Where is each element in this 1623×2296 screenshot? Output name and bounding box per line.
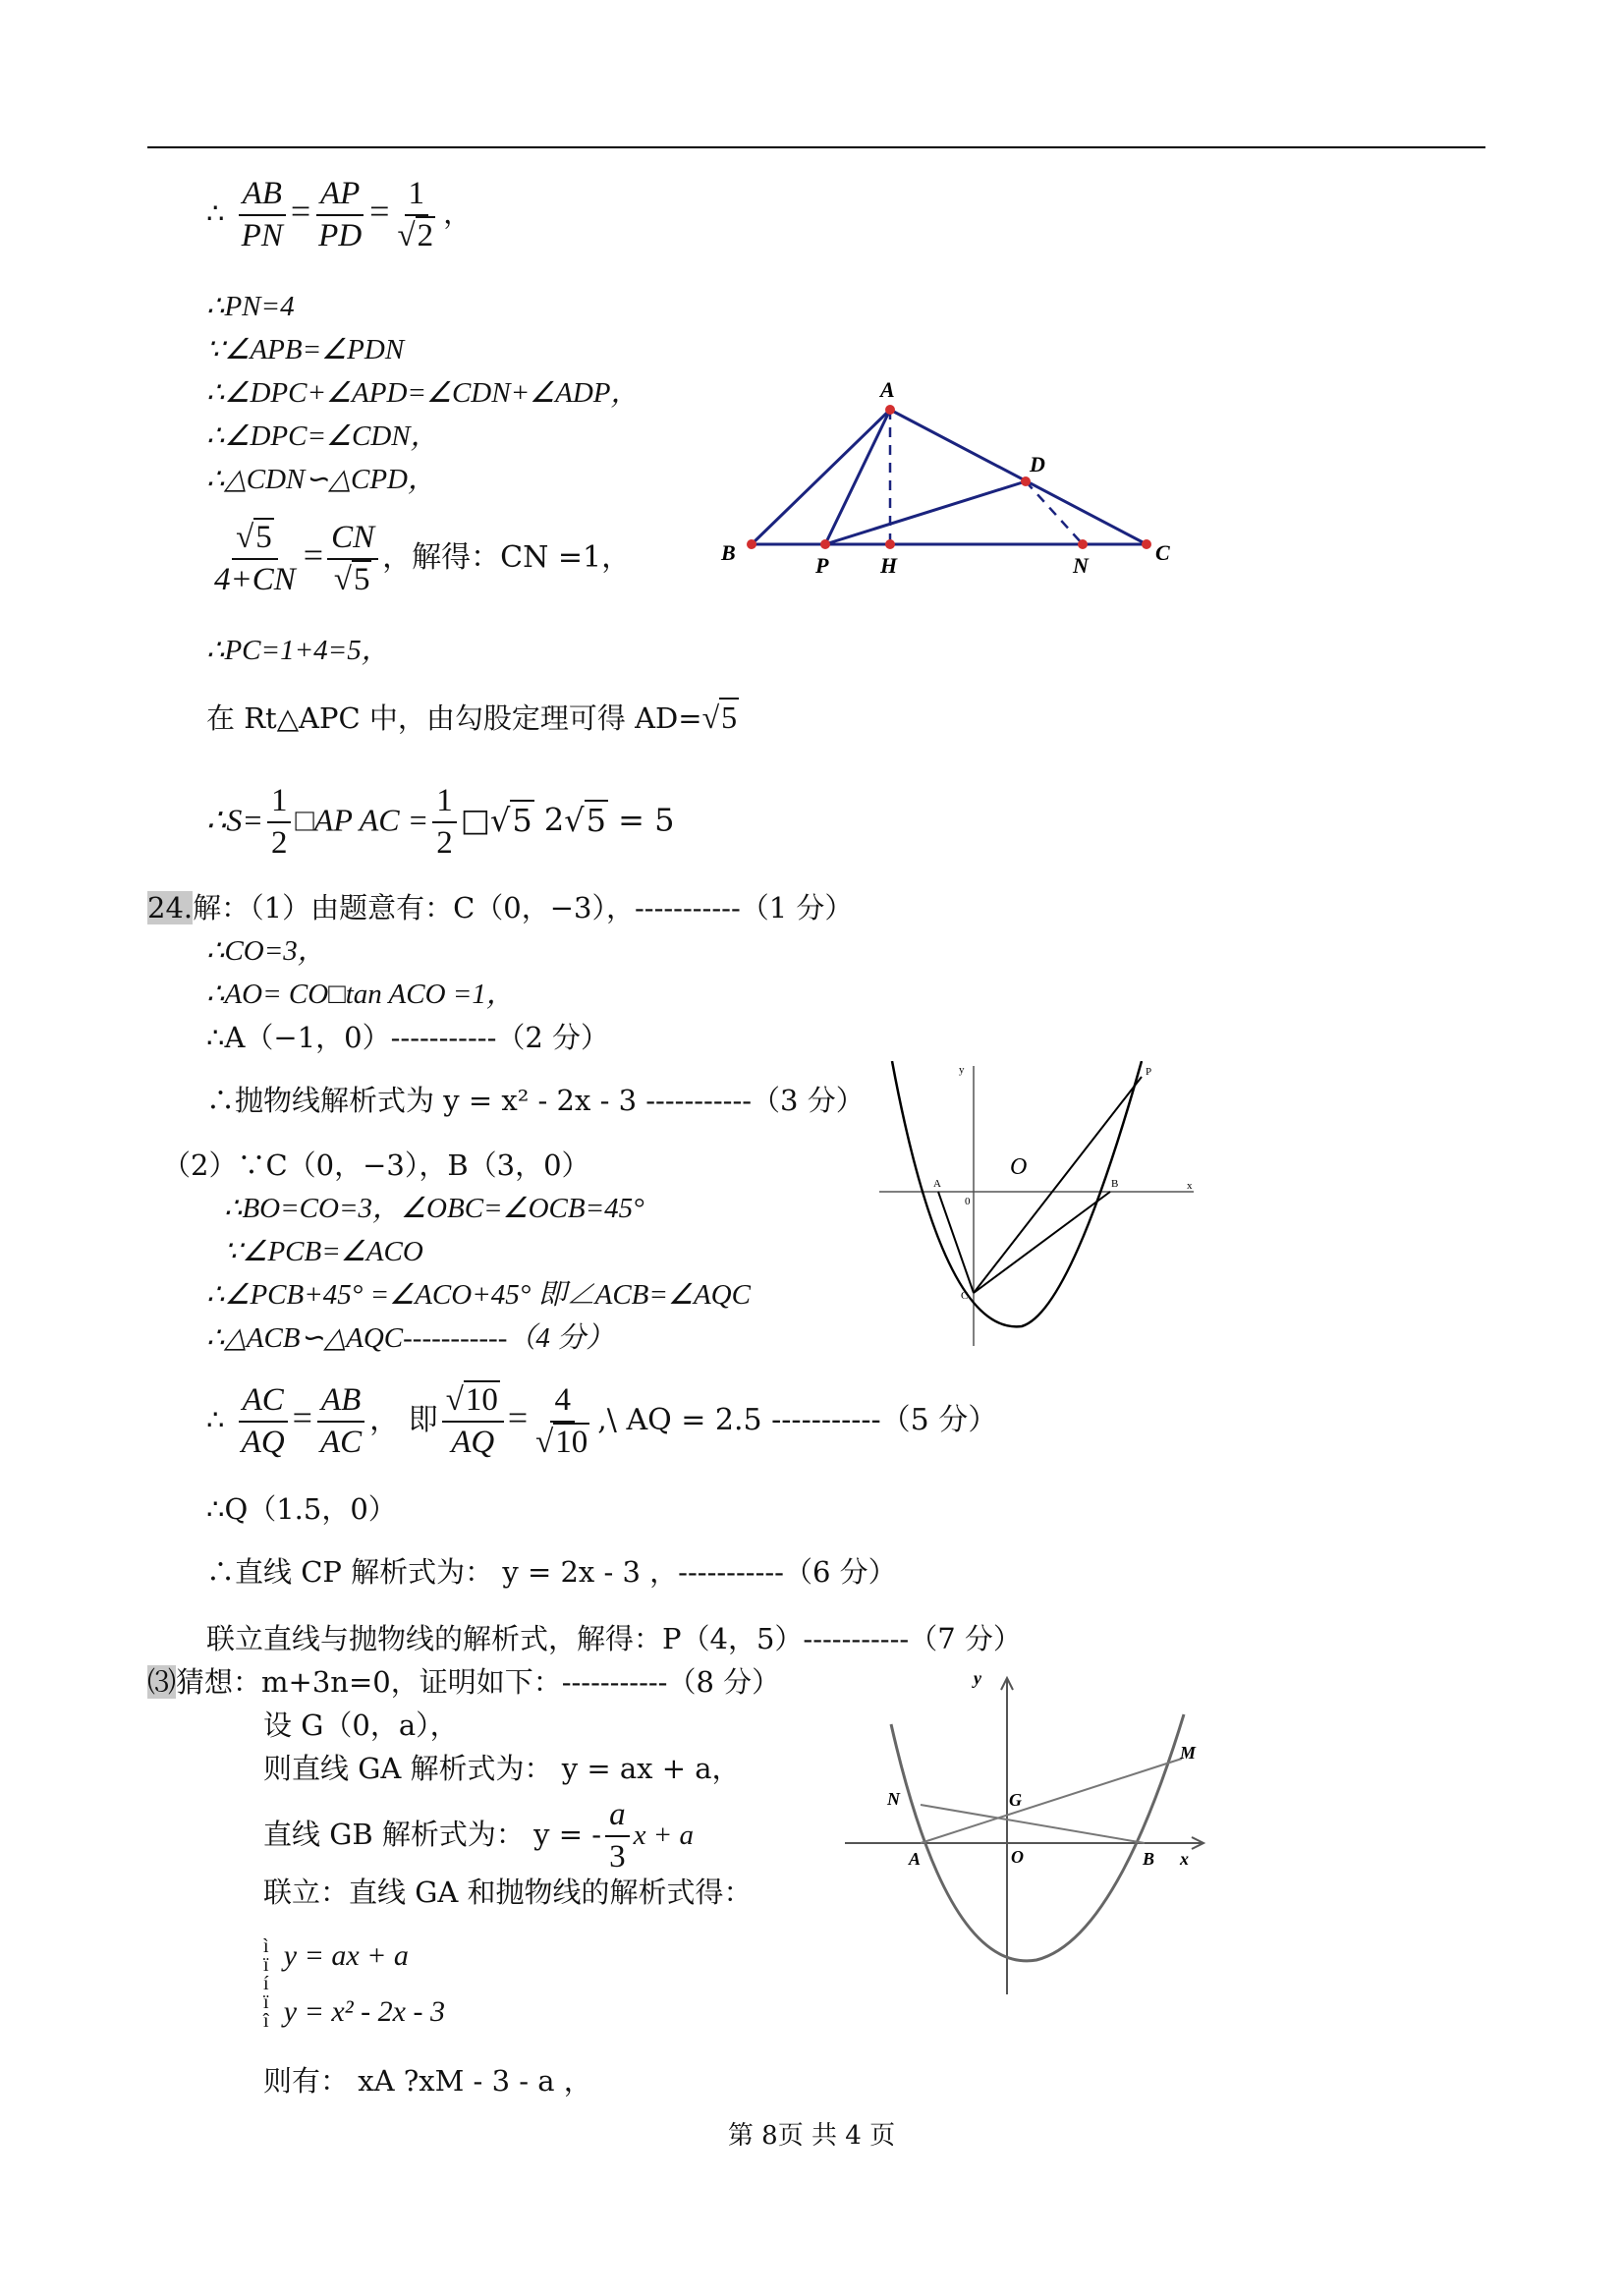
q24-equation-aq: ∴ $\frac{AC}{AQ}$ = $\frac{AB}{AC}$ ， 即 $\frac{√10}{AQ}$ = $\frac{4}{√10}$ ,\ AQ = 2.5 -----------（5 分） xyxy=(206,1382,998,1460)
line-pc: ∴PC=1+4=5， xyxy=(206,635,390,666)
q24-line4: ∴A（−1，0）-----------（2 分） xyxy=(206,1021,610,1054)
line-pn: ∴PN=4 xyxy=(206,291,295,322)
label-p: P xyxy=(815,553,829,578)
fraction-a-3: $\frac{a}{3}$ xyxy=(605,1798,630,1875)
equation-ratio: ∴ $\frac{AB}{PN}$ = $\frac{AP}{PD}$ = $\frac{1}{√2}$ ， xyxy=(206,176,473,253)
q24-line18: 直线 GB 解析式为： y = - $\frac{a}{3}$ x + a xyxy=(263,1797,695,1875)
fraction-ap-pd: $\frac{AP}{PD}$ xyxy=(314,177,365,253)
fig3-n: N xyxy=(887,1789,900,1809)
label-d: D xyxy=(1030,452,1045,476)
fraction-ac-aq: $\frac{AC}{AQ}$ xyxy=(238,1383,289,1460)
fraction-root5-over-4cn: $\frac{√5}{4+CN}$ xyxy=(214,520,296,597)
q24-line17: 则直线 GA 解析式为： y = ax + a， xyxy=(263,1752,741,1785)
fig3-b: B xyxy=(1143,1849,1155,1869)
page-footer: 第 8页 共 4 页 xyxy=(727,2121,896,2151)
label-b: B xyxy=(721,540,736,565)
fraction-cn-over-root5: $\frac{CN}{√5}$ xyxy=(327,521,378,597)
part3-tag: ⑶ xyxy=(147,1665,177,1699)
line-angle-sum: ∴∠DPC+∠APD=∠CDN+∠ADP， xyxy=(206,377,640,409)
q24-line20: 则有： xA ?xM - 3 - a ， xyxy=(263,2064,592,2098)
fig2-o-label: O xyxy=(1010,1154,1028,1180)
fig3-g: G xyxy=(1009,1790,1022,1810)
parabola-figure-1 xyxy=(874,1061,1199,1346)
fraction-ab-pn: $\frac{AB}{PN}$ xyxy=(238,177,287,253)
triangle-figure xyxy=(707,373,1199,580)
fraction-half-1: $\frac{1}{2}$ xyxy=(267,784,292,861)
q24-line8: ∵∠PCB=∠ACO xyxy=(224,1236,423,1267)
label-a: A xyxy=(880,377,895,402)
q24-line12: ∴Q（1.5，0） xyxy=(206,1492,397,1526)
system-brace: ì ï í ï î xyxy=(263,1934,269,2032)
fig2-c: C xyxy=(961,1290,969,1302)
q24-line1: 24.解：（1）由题意有：C（0，−3），-----------（1 分） xyxy=(147,891,854,924)
fig2-y: y xyxy=(959,1064,965,1076)
label-h: H xyxy=(880,553,898,578)
equation-cn: $\frac{√5}{4+CN}$ = $\frac{CN}{√5}$ ，解得：CN =1， xyxy=(206,521,631,597)
fig2-a: A xyxy=(933,1178,941,1190)
fraction-ab-ac: $\frac{AB}{AC}$ xyxy=(316,1383,365,1460)
label-c: C xyxy=(1155,540,1170,565)
q24-line14: 联立直线与抛物线的解析式，解得：P（4，5）-----------（7 分） xyxy=(206,1622,1022,1655)
fraction-root10-aq: $\frac{√10}{AQ}$ xyxy=(442,1383,504,1460)
line-angle-apb: ∵∠APB=∠PDN xyxy=(206,334,405,365)
q24-line5: ∴抛物线解析式为 y = x² - 2x - 3 -----------（3 分） xyxy=(206,1084,865,1117)
q24-line9: ∴∠PCB+45° =∠ACO+45° 即∠ACB=∠AQC xyxy=(206,1279,751,1311)
q24-line10: ∴△ACB∽△AQC-----------（4 分） xyxy=(206,1322,615,1354)
label-n: N xyxy=(1073,553,1089,578)
q24-line3: ∴AO= CO□tan ACO =1， xyxy=(206,979,515,1010)
fraction-4-root10: $\frac{4}{√10}$ xyxy=(535,1382,588,1460)
equation-area: ∴S= $\frac{1}{2}$ □AP AC = $\frac{1}{2}$ □√5 2√5 = 5 xyxy=(206,783,675,861)
fraction-half-2: $\frac{1}{2}$ xyxy=(432,784,457,861)
header-rule xyxy=(147,146,1485,148)
line-pythagoras: 在 Rt△APC 中，由勾股定理可得 AD=√5 xyxy=(206,700,738,735)
fig3-y: y xyxy=(974,1670,981,1688)
fig3-x: x xyxy=(1180,1849,1189,1869)
fig2-origin: 0 xyxy=(965,1196,971,1207)
q24-line19: 联立：直线 GA 和抛物线的解析式得： xyxy=(263,1876,753,1909)
q24-line16: 设 G（0，a）， xyxy=(263,1708,459,1742)
fig3-o: O xyxy=(1011,1847,1024,1867)
q24-line13: ∴直线 CP 解析式为： y = 2x - 3 ，-----------（6 分） xyxy=(206,1555,897,1589)
fig3-a: A xyxy=(909,1849,922,1869)
system-eq2: y = x² - 2x - 3 xyxy=(283,1995,445,2028)
line-angle-dpc: ∴∠DPC=∠CDN， xyxy=(206,420,439,452)
q24-number: 24. xyxy=(147,891,194,924)
q24-system xyxy=(263,1928,445,2040)
fig2-x: x xyxy=(1187,1180,1193,1192)
fig3-m: M xyxy=(1180,1743,1197,1763)
q24-line7: ∴BO=CO=3，∠OBC=∠OCB=45° xyxy=(224,1193,644,1224)
fraction-one-over-root-two: $\frac{1}{√2}$ xyxy=(397,176,434,253)
line-similar: ∴△CDN∽△CPD， xyxy=(206,464,436,495)
fig2-b: B xyxy=(1111,1178,1119,1190)
q24-line2: ∴CO=3， xyxy=(206,935,326,967)
q24-line6: （2）∵C（0，−3），B（3，0） xyxy=(162,1148,590,1182)
q24-line15: ⑶猜想：m+3n=0，证明如下：-----------（8 分） xyxy=(147,1665,781,1699)
parabola-figure-2 xyxy=(840,1670,1213,1994)
system-eq1: y = ax + a xyxy=(283,1939,409,1972)
fig2-p: P xyxy=(1146,1066,1152,1078)
